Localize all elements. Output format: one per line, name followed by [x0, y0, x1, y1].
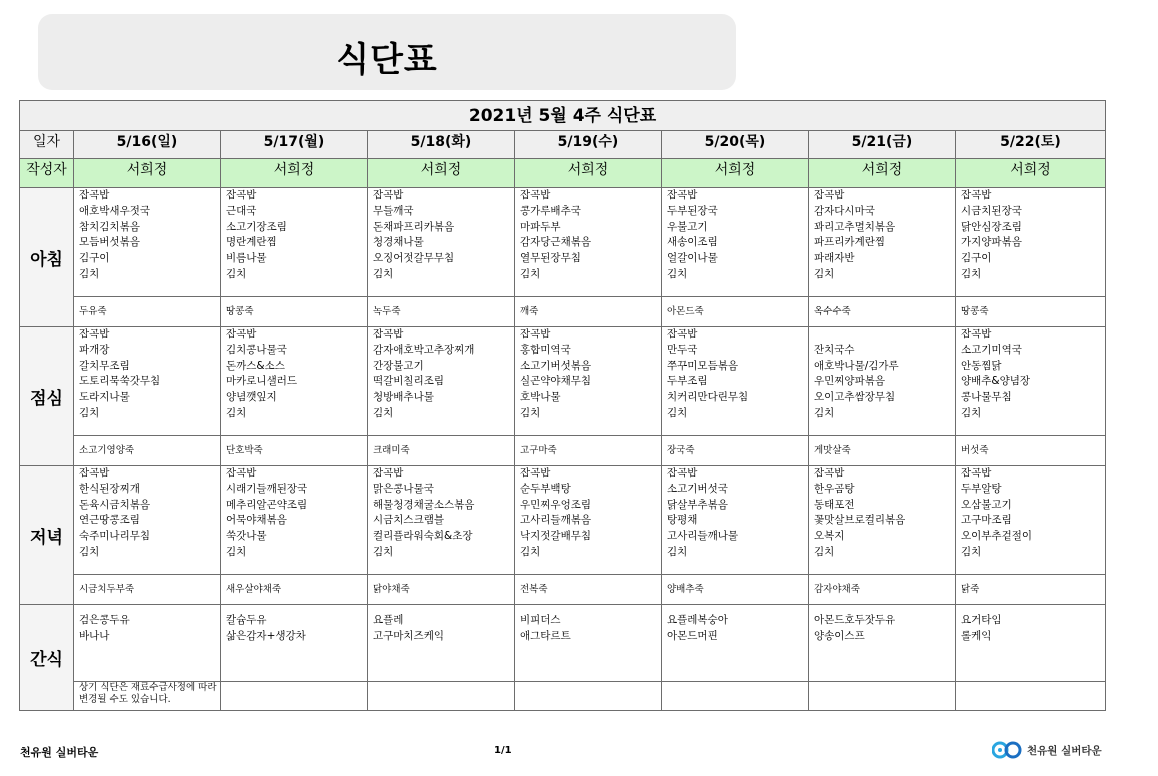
dinner-porridge-cell: 새우살야채죽 — [221, 575, 368, 605]
menu-item: 소고기미역국 — [961, 343, 1022, 356]
menu-item: 순두부백탕 — [520, 482, 571, 495]
menu-item: 도토리묵쑥갓무침 — [79, 375, 161, 388]
menu-item: 어묵야채볶음 — [226, 514, 287, 527]
menu-item: 낙지젓갈배무침 — [520, 530, 592, 543]
menu-item: 김치 — [814, 267, 835, 280]
menu-item: 애호박나물/김가루 — [814, 359, 899, 372]
menu-item: 김치 — [961, 406, 982, 419]
breakfast-porridge-cell: 옥수수죽 — [809, 297, 956, 327]
menu-item: 파개장 — [79, 343, 110, 356]
menu-item: 안동찜닭 — [961, 359, 1002, 372]
menu-item: 잡곡밥 — [667, 467, 698, 479]
author-cell: 서희정 — [809, 159, 956, 188]
menu-item: 김치 — [226, 545, 247, 558]
dinner-porridge-cell: 전복죽 — [515, 575, 662, 605]
menu-item: 마카로니샐러드 — [226, 375, 298, 388]
breakfast-menu-cell — [74, 188, 221, 297]
menu-item: 간장불고기 — [373, 359, 424, 372]
menu-item: 돈육시금치볶음 — [79, 498, 151, 511]
lunch-menu-cell — [74, 327, 221, 436]
date-header: 5/17(월) — [221, 131, 368, 159]
menu-item: 아몬드머핀 — [667, 629, 718, 642]
empty-cell — [515, 682, 662, 711]
menu-item: 바나나 — [79, 629, 110, 642]
menu-item: 김치 — [226, 406, 247, 419]
page-title: 식단표 — [336, 40, 438, 80]
lunch-menu-cell — [368, 327, 515, 436]
menu-item: 우불고기 — [667, 220, 708, 233]
snack-menu-cell — [221, 605, 368, 682]
menu-item: 롤케익 — [961, 629, 992, 642]
menu-item: 잡곡밥 — [520, 328, 551, 340]
empty-cell — [368, 682, 515, 711]
lunch-porridge-cell: 크래미죽 — [368, 436, 515, 466]
menu-item: 소고기버섯볶음 — [520, 359, 592, 372]
menu-item: 양송이스프 — [814, 629, 865, 642]
breakfast-menu-cell — [515, 188, 662, 297]
lunch-menu-cell — [221, 327, 368, 436]
page-title-box — [38, 14, 736, 90]
dinner-porridge-cell: 닭야채죽 — [368, 575, 515, 605]
menu-item: 삶은감자+생강차 — [226, 629, 306, 642]
menu-item: 동태포전 — [814, 498, 855, 511]
menu-item: 오삼불고기 — [961, 498, 1012, 511]
date-row-label: 일자 — [20, 131, 74, 159]
date-header: 5/20(목) — [662, 131, 809, 159]
menu-item: 맑은콩나물국 — [373, 482, 434, 495]
breakfast-porridge-cell: 땅콩죽 — [956, 297, 1106, 327]
menu-item: 애그타르트 — [520, 629, 571, 642]
menu-item: 잡곡밥 — [667, 189, 698, 201]
menu-item: 김치 — [373, 406, 394, 419]
logo-text: 천유원 실버타운 — [1027, 744, 1102, 757]
breakfast-porridge-cell: 녹두죽 — [368, 297, 515, 327]
menu-item: 닭안심장조림 — [961, 220, 1022, 233]
menu-item: 김구이 — [961, 252, 992, 265]
menu-item: 해물청경채굴소스볶음 — [373, 498, 475, 511]
meal-plan-table — [19, 100, 1106, 711]
menu-item: 양념깻잎지 — [226, 391, 277, 404]
author-cell: 서희정 — [368, 159, 515, 188]
breakfast-menu-cell — [662, 188, 809, 297]
menu-item: 잡곡밥 — [79, 328, 110, 340]
menu-item: 잡곡밥 — [373, 467, 404, 479]
empty-cell — [809, 682, 956, 711]
footer-logo — [992, 740, 1102, 760]
footer-page-number: 1/1 — [494, 745, 512, 756]
menu-item: 고구마치즈케익 — [373, 629, 445, 642]
menu-item: 컬리플라워숙회&초장 — [373, 530, 473, 543]
snack-menu-cell — [956, 605, 1106, 682]
menu-item: 잡곡밥 — [961, 467, 992, 479]
menu-item: 애호박새우젓국 — [79, 204, 151, 217]
lunch-porridge-cell: 단호박죽 — [221, 436, 368, 466]
menu-item: 치커리만다린무침 — [667, 391, 749, 404]
lunch-menu-cell — [809, 327, 956, 436]
author-cell: 서희정 — [662, 159, 809, 188]
menu-item: 김치 — [667, 267, 688, 280]
menu-item: 잡곡밥 — [373, 328, 404, 340]
menu-item: 아몬드호두잣두유 — [814, 614, 896, 626]
menu-item: 잡곡밥 — [79, 189, 110, 201]
lunch-porridge-cell: 소고기영양죽 — [74, 436, 221, 466]
dinner-menu-cell — [368, 466, 515, 575]
menu-item: 김치 — [520, 267, 541, 280]
menu-item: 칼슘두유 — [226, 614, 267, 626]
dinner-label: 저녁 — [20, 466, 74, 605]
menu-item: 얼갈이나물 — [667, 252, 718, 265]
date-header: 5/21(금) — [809, 131, 956, 159]
menu-item: 감자당근채볶음 — [520, 236, 592, 249]
breakfast-porridge-cell: 두유죽 — [74, 297, 221, 327]
menu-change-note: 상기 식단은 재료수급사정에 따라 변경될 수도 있습니다. — [74, 682, 221, 711]
menu-item: 한식된장찌개 — [79, 482, 140, 495]
menu-item: 소고기버섯국 — [667, 482, 728, 495]
menu-item: 연근땅콩조림 — [79, 514, 140, 527]
snack-menu-cell — [368, 605, 515, 682]
menu-item: 콩나물무침 — [961, 391, 1012, 404]
menu-item: 닭살부추볶음 — [667, 498, 728, 511]
menu-item: 한우곰탕 — [814, 482, 855, 495]
menu-item: 김치 — [961, 267, 982, 280]
menu-item: 오이고추쌈장무침 — [814, 391, 896, 404]
author-cell: 서희정 — [956, 159, 1106, 188]
menu-item: 시래기들깨된장국 — [226, 482, 308, 495]
menu-item: 김구이 — [79, 252, 110, 265]
menu-item: 소고기장조림 — [226, 220, 287, 233]
breakfast-menu-cell — [956, 188, 1106, 297]
menu-item: 청방배추나물 — [373, 391, 434, 404]
menu-item: 김치 — [814, 406, 835, 419]
menu-item: 감자다시마국 — [814, 204, 875, 217]
menu-item: 감자애호박고추장찌개 — [373, 343, 475, 356]
date-header: 5/19(수) — [515, 131, 662, 159]
menu-item: 두부조림 — [667, 375, 708, 388]
empty-cell — [221, 682, 368, 711]
breakfast-porridge-cell: 아몬드죽 — [662, 297, 809, 327]
snack-menu-cell — [662, 605, 809, 682]
lunch-porridge-cell: 고구마죽 — [515, 436, 662, 466]
menu-item: 파래자반 — [814, 252, 855, 265]
menu-item: 열무된장무침 — [520, 252, 581, 265]
menu-item: 쑥갓나물 — [226, 530, 267, 543]
menu-item: 김치 — [373, 545, 394, 558]
menu-item: 비피더스 — [520, 614, 561, 626]
menu-item: 마파두부 — [520, 220, 561, 233]
menu-item — [814, 327, 955, 343]
author-cell: 서희정 — [74, 159, 221, 188]
menu-item: 가지양파볶음 — [961, 236, 1022, 249]
menu-item: 잡곡밥 — [79, 467, 110, 479]
dinner-porridge-cell: 닭죽 — [956, 575, 1106, 605]
menu-item: 김치 — [373, 267, 394, 280]
lunch-porridge-cell: 게맛살죽 — [809, 436, 956, 466]
menu-item: 홍합미역국 — [520, 343, 571, 356]
date-header: 5/16(일) — [74, 131, 221, 159]
menu-item: 숙주미나리무침 — [79, 530, 151, 543]
menu-item: 잡곡밥 — [520, 467, 551, 479]
dinner-menu-cell — [515, 466, 662, 575]
lunch-porridge-cell: 장국죽 — [662, 436, 809, 466]
menu-item: 잡곡밥 — [226, 328, 257, 340]
date-header: 5/22(토) — [956, 131, 1106, 159]
author-cell: 서희정 — [221, 159, 368, 188]
lunch-menu-cell — [956, 327, 1106, 436]
empty-cell — [956, 682, 1106, 711]
menu-item: 새송이조림 — [667, 236, 718, 249]
menu-item: 고사리들깨볶음 — [520, 514, 592, 527]
menu-item: 시금치된장국 — [961, 204, 1022, 217]
menu-item: 잡곡밥 — [814, 467, 845, 479]
menu-item: 두부알탕 — [961, 482, 1002, 495]
menu-item: 두부된장국 — [667, 204, 718, 217]
breakfast-menu-cell — [809, 188, 956, 297]
logo-icon — [992, 740, 1024, 760]
table-title: 2021년 5월 4주 식단표 — [20, 101, 1106, 131]
menu-item: 김치 — [226, 267, 247, 280]
menu-item: 우민찌우엉조림 — [520, 498, 592, 511]
menu-item: 김치 — [814, 545, 835, 558]
menu-item: 시금치스크램블 — [373, 514, 445, 527]
menu-item: 갈치무조림 — [79, 359, 130, 372]
breakfast-menu-cell — [221, 188, 368, 297]
menu-item: 참치김치볶음 — [79, 220, 140, 233]
lunch-menu-cell — [662, 327, 809, 436]
lunch-menu-cell — [515, 327, 662, 436]
menu-item: 실곤약야채무침 — [520, 375, 592, 388]
menu-item: 명란계란찜 — [226, 236, 277, 249]
menu-item: 김치 — [667, 406, 688, 419]
dinner-menu-cell — [221, 466, 368, 575]
breakfast-menu-cell — [368, 188, 515, 297]
lunch-porridge-cell: 버섯죽 — [956, 436, 1106, 466]
menu-item: 콩가루배추국 — [520, 204, 581, 217]
dinner-menu-cell — [809, 466, 956, 575]
menu-item: 근대국 — [226, 204, 257, 217]
menu-item: 쭈꾸미모듬볶음 — [667, 359, 739, 372]
snack-menu-cell — [515, 605, 662, 682]
menu-item: 고구마조림 — [961, 514, 1012, 527]
menu-item: 잡곡밥 — [226, 467, 257, 479]
menu-item: 청경채나물 — [373, 236, 424, 249]
menu-item: 잡곡밥 — [520, 189, 551, 201]
menu-item: 만두국 — [667, 343, 698, 356]
menu-item: 김치 — [520, 406, 541, 419]
breakfast-porridge-cell: 땅콩죽 — [221, 297, 368, 327]
menu-item: 고사리들깨나물 — [667, 530, 739, 543]
menu-item: 메추리알곤약조림 — [226, 498, 308, 511]
footer-facility-name: 천유원 실버타운 — [20, 746, 99, 759]
dinner-porridge-cell: 감자야채죽 — [809, 575, 956, 605]
menu-item: 김치 — [79, 545, 100, 558]
menu-item: 도라지나물 — [79, 391, 130, 404]
menu-item: 잡곡밥 — [961, 328, 992, 340]
dinner-menu-cell — [956, 466, 1106, 575]
menu-item: 꽃맛살브로컬리볶음 — [814, 514, 906, 527]
menu-item: 떡갈비칠리조림 — [373, 375, 445, 388]
menu-item: 잔치국수 — [814, 343, 855, 356]
breakfast-porridge-cell: 깨죽 — [515, 297, 662, 327]
menu-item: 잡곡밥 — [226, 189, 257, 201]
date-header: 5/18(화) — [368, 131, 515, 159]
dinner-porridge-cell: 양배추죽 — [662, 575, 809, 605]
menu-item: 김치 — [520, 545, 541, 558]
menu-item: 무들깨국 — [373, 204, 414, 217]
menu-item: 양배추&양념장 — [961, 375, 1031, 388]
dinner-porridge-cell: 시금치두부죽 — [74, 575, 221, 605]
menu-item: 김치 — [667, 545, 688, 558]
menu-item: 호박나물 — [520, 391, 561, 404]
menu-item: 잡곡밥 — [814, 189, 845, 201]
menu-item: 잡곡밥 — [667, 328, 698, 340]
menu-item: 비름나물 — [226, 252, 267, 265]
dinner-menu-cell — [74, 466, 221, 575]
menu-item: 모듬버섯볶음 — [79, 236, 140, 249]
menu-item: 요거타임 — [961, 614, 1002, 626]
menu-item: 김치콩나물국 — [226, 343, 287, 356]
snack-menu-cell — [74, 605, 221, 682]
author-row-label: 작성자 — [20, 159, 74, 188]
menu-item: 잡곡밥 — [961, 189, 992, 201]
menu-item: 김치 — [961, 545, 982, 558]
menu-item: 돈채파프리카볶음 — [373, 220, 455, 233]
menu-item: 요플레복숭아 — [667, 614, 728, 626]
menu-item: 우민찌양파볶음 — [814, 375, 886, 388]
dinner-menu-cell — [662, 466, 809, 575]
menu-item: 파프리카계란찜 — [814, 236, 886, 249]
lunch-label: 점심 — [20, 327, 74, 466]
menu-item: 오이부추겉절이 — [961, 530, 1033, 543]
menu-item: 잡곡밥 — [373, 189, 404, 201]
menu-item: 탕평채 — [667, 514, 698, 527]
menu-item: 김치 — [79, 406, 100, 419]
menu-item: 오복지 — [814, 530, 845, 543]
empty-cell — [662, 682, 809, 711]
menu-item: 돈까스&소스 — [226, 359, 285, 372]
author-cell: 서희정 — [515, 159, 662, 188]
snack-menu-cell — [809, 605, 956, 682]
menu-item: 김치 — [79, 267, 100, 280]
snack-label: 간식 — [20, 605, 74, 711]
menu-item: 꽈리고추멸치볶음 — [814, 220, 896, 233]
menu-item: 검은콩두유 — [79, 614, 130, 626]
menu-item: 오징어젓갈무무침 — [373, 252, 455, 265]
menu-item: 요플레 — [373, 614, 404, 626]
breakfast-label: 아침 — [20, 188, 74, 327]
